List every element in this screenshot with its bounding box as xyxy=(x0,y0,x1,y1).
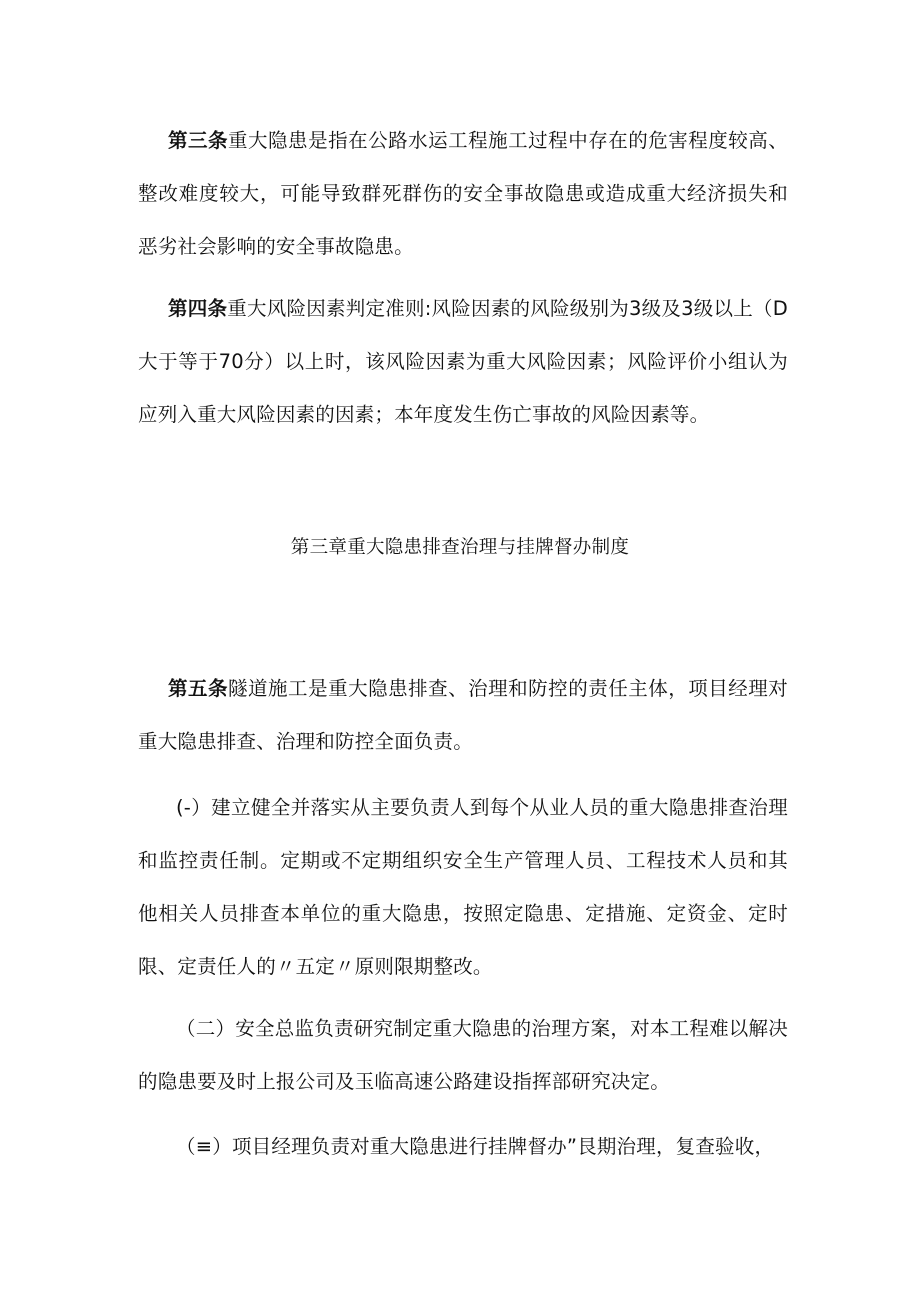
article-4-paragraph xyxy=(138,282,788,441)
article-5-item-1: (-）建立健全并落实从主要负责人到每个从业人员的重大隐患排查治理和监控责任制。定期或不定期组织安全生产管理人员、工程技术人员和其他相关人员排查本单位的重大隐患，按照定隐患、定措施、定资金、定时限、定责任人的〃五定〃原则限期整改。 xyxy=(138,796,788,978)
chapter-heading: 第三章重大隐患排查治理与挂牌督办制度 xyxy=(290,537,630,558)
article-3-label: 第三条 xyxy=(168,129,229,152)
article-5-label: 第五条 xyxy=(168,677,229,700)
article-5-item-2: （二）安全总监负责研究制定重大隐患的治理方案，对本工程难以解决的隐患要及时上报公司及玉临高速公路建设指挥部研究决定。 xyxy=(138,1017,788,1093)
article-5-item-3: （≡）项目经理负责对重大隐患进行挂牌督办”艮期治理，复查验收， xyxy=(176,1135,775,1158)
article-4-text: 重大风险因素判定准则:风险因素的风险级别为3级及3级以上（D大于等于70分）以上时，该风险因素为重大风险因素；风险评价小组认为应列入重大风险因素的因素；本年度发生伤亡事故的风险因素等。 xyxy=(138,297,788,426)
article-3-text: 重大隐患是指在公路水运工程施工过程中存在的危害程度较高、整改难度较大，可能导致群死群伤的安全事故隐患或造成重大经济损失和恶劣社会影响的安全事故隐患。 xyxy=(138,129,788,258)
article-5-text: 隧道施工是重大隐患排查、治理和防控的责任主体，项目经理对重大隐患排查、治理和防控全面负责。 xyxy=(138,677,788,753)
article-4-label: 第四条 xyxy=(168,297,228,320)
article-5-paragraph xyxy=(138,662,788,768)
article-3-paragraph xyxy=(138,114,788,273)
